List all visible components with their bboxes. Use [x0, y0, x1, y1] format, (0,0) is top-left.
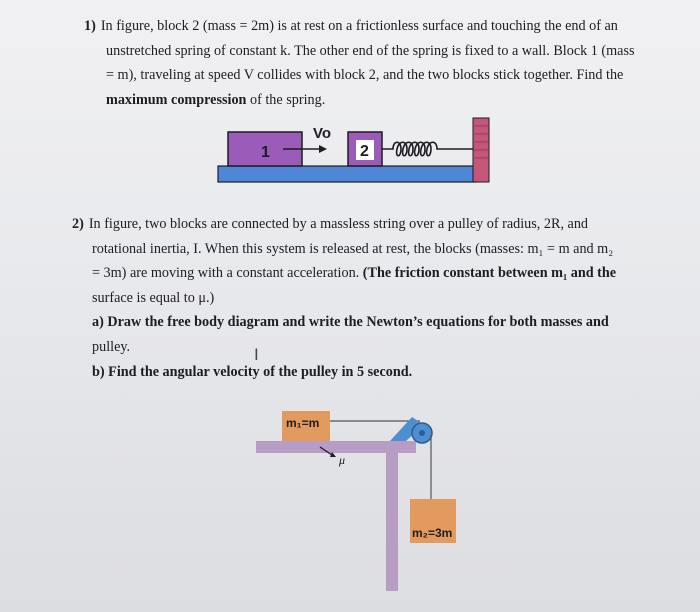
problem-1-line-4b: of the spring.	[246, 91, 326, 108]
problem-1-line-3b: collides with block 2, and the two blocks stick together. Find the	[253, 67, 624, 84]
problem-2-number: 2)	[72, 216, 84, 232]
pulley-axle	[419, 430, 425, 436]
problem-2-line-2: rotational inertia, I. When this system is released at rest, the blocks (masses: m₁ = m and m₂	[92, 240, 614, 257]
problem-2-part-a-line-1: a) Draw the free body diagram and write the Newton’s equations for both masses and	[92, 314, 609, 331]
velocity-label: Vo	[313, 125, 332, 142]
problem-2-line-3b: (The friction constant between m₁ and the	[362, 265, 617, 282]
problem-1-line-1: In figure, block 2 (mass = 2m) is at rest on a frictionless surface and touching the end of an	[100, 18, 618, 34]
problem-1-line-4a: maximum compression	[106, 91, 247, 108]
problem-1-number: 1)	[84, 18, 96, 34]
block-m1-label: m₁=m	[286, 416, 320, 430]
block-1-label: 1	[261, 144, 270, 161]
text-cursor: I	[254, 345, 259, 364]
problem-1	[84, 14, 644, 112]
mu-label: μ	[339, 453, 346, 467]
spring	[382, 142, 473, 156]
problem-2-line-4: surface is equal to μ.)	[92, 289, 215, 306]
figure-1-block-spring	[215, 110, 495, 190]
problem-1-line-3a: = m), traveling at speed V	[106, 67, 254, 84]
table-leg	[386, 441, 398, 591]
problem-2-part-b: b) Find the angular velocity of the pulley in 5 second.	[92, 363, 413, 380]
problem-2-line-1: In figure, two blocks are connected by a massless string over a pulley of radius, 2R, and	[88, 216, 589, 232]
block-2-label: 2	[360, 143, 369, 160]
problem-2	[72, 212, 652, 384]
floor	[218, 166, 476, 182]
figure-2-pulley-system	[250, 395, 480, 600]
block-m2-label: m₂=3m	[412, 526, 453, 540]
problem-1-line-2: unstretched spring of constant k. The other end of the spring is fixed to a wall. Block 1 (mass	[106, 42, 635, 59]
problem-2-line-3a: = 3m) are moving with a constant acceleration.	[92, 265, 363, 282]
problem-2-part-a-line-2: pulley.	[92, 338, 131, 355]
velocity-arrowhead	[319, 145, 327, 153]
